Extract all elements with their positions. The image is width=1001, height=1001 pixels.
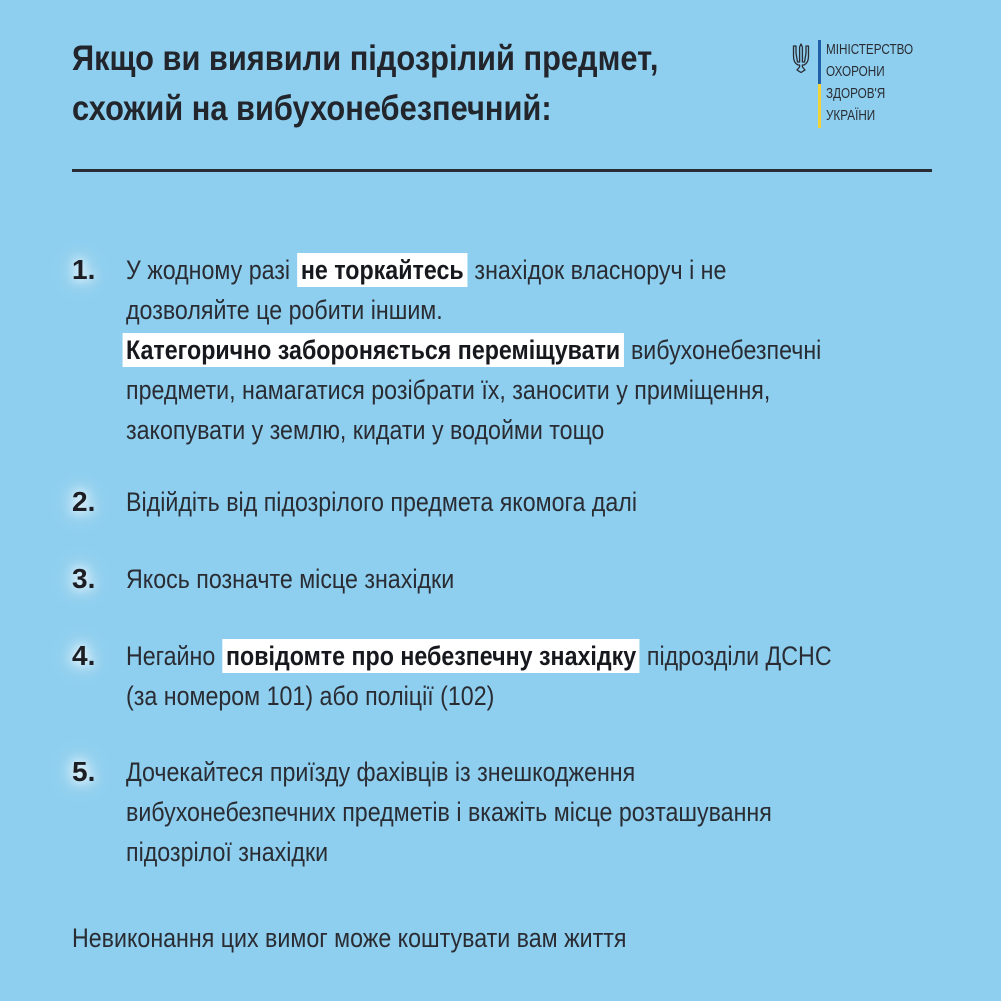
item-text — [126, 559, 986, 599]
logo-text — [826, 39, 913, 127]
highlight-do-not-touch: не торкайтесь — [297, 253, 467, 287]
item-text — [126, 636, 986, 716]
item-1-text-post: знахідок власноруч і не — [474, 255, 727, 285]
item-1-line-1 — [126, 250, 986, 290]
logo-line-3: ЗДОРОВ'Я — [826, 85, 886, 102]
highlight-report-finding: повідомте про небезпечну знахідку — [223, 639, 640, 673]
page-title — [72, 34, 688, 134]
logo-color-bar — [818, 40, 821, 128]
item-number: 1. — [72, 254, 96, 285]
highlight-forbidden-to-move: Категорично забороняється переміщувати — [123, 333, 624, 367]
item-5-line-1: Дочекайтеся приїзду фахівців із знешкодження — [126, 757, 636, 787]
item-2-line-1: Відійдіть від підозрілого предмета якомога далі — [126, 487, 637, 517]
item-4-text-post: підрозділи ДСНС — [646, 641, 832, 671]
item-text — [126, 752, 986, 872]
logo-line-1: МІНІСТЕРСТВО — [826, 41, 914, 58]
footer-warning: Невиконання цих вимог може коштувати вам життя — [72, 923, 627, 953]
item-1-line-4: предмети, намагатися розібрати їх, заносити у приміщення, — [126, 375, 771, 405]
item-1-line-3 — [126, 330, 986, 370]
ministry-logo — [790, 40, 950, 132]
item-text — [126, 250, 986, 450]
item-1-line-5: закопувати у землю, кидати у водойми тощо — [126, 415, 605, 445]
item-4-line-2: (за номером 101) або поліції (102) — [126, 681, 495, 711]
item-number: 4. — [72, 640, 96, 671]
item-1-line-3-post: вибухонебезпечні — [630, 335, 822, 365]
item-number: 3. — [72, 563, 96, 594]
logo-line-4: УКРАЇНИ — [826, 107, 876, 124]
item-4-text-pre: Негайно — [126, 641, 216, 671]
item-number: 5. — [72, 756, 96, 787]
item-1-line-2: дозволяйте це робити іншим. — [126, 295, 443, 325]
trident-icon — [790, 43, 812, 73]
item-3-line-1: Якось позначте місце знахідки — [126, 564, 455, 594]
item-5-line-2: вибухонебезпечних предметів і вкажіть місце розташування — [126, 797, 772, 827]
item-number: 2. — [72, 486, 96, 517]
header-divider — [72, 169, 932, 172]
title-line-2: схожий на вибухонебезпечний: — [72, 89, 552, 128]
logo-line-2: ОХОРОНИ — [826, 63, 885, 80]
item-text — [126, 482, 986, 522]
item-5-line-3: підозрілої знахідки — [126, 837, 329, 867]
item-4-line-1 — [126, 636, 986, 676]
item-1-text-pre: У жодному разі — [126, 255, 291, 285]
title-line-1: Якщо ви виявили підозрілий предмет, — [72, 39, 659, 78]
